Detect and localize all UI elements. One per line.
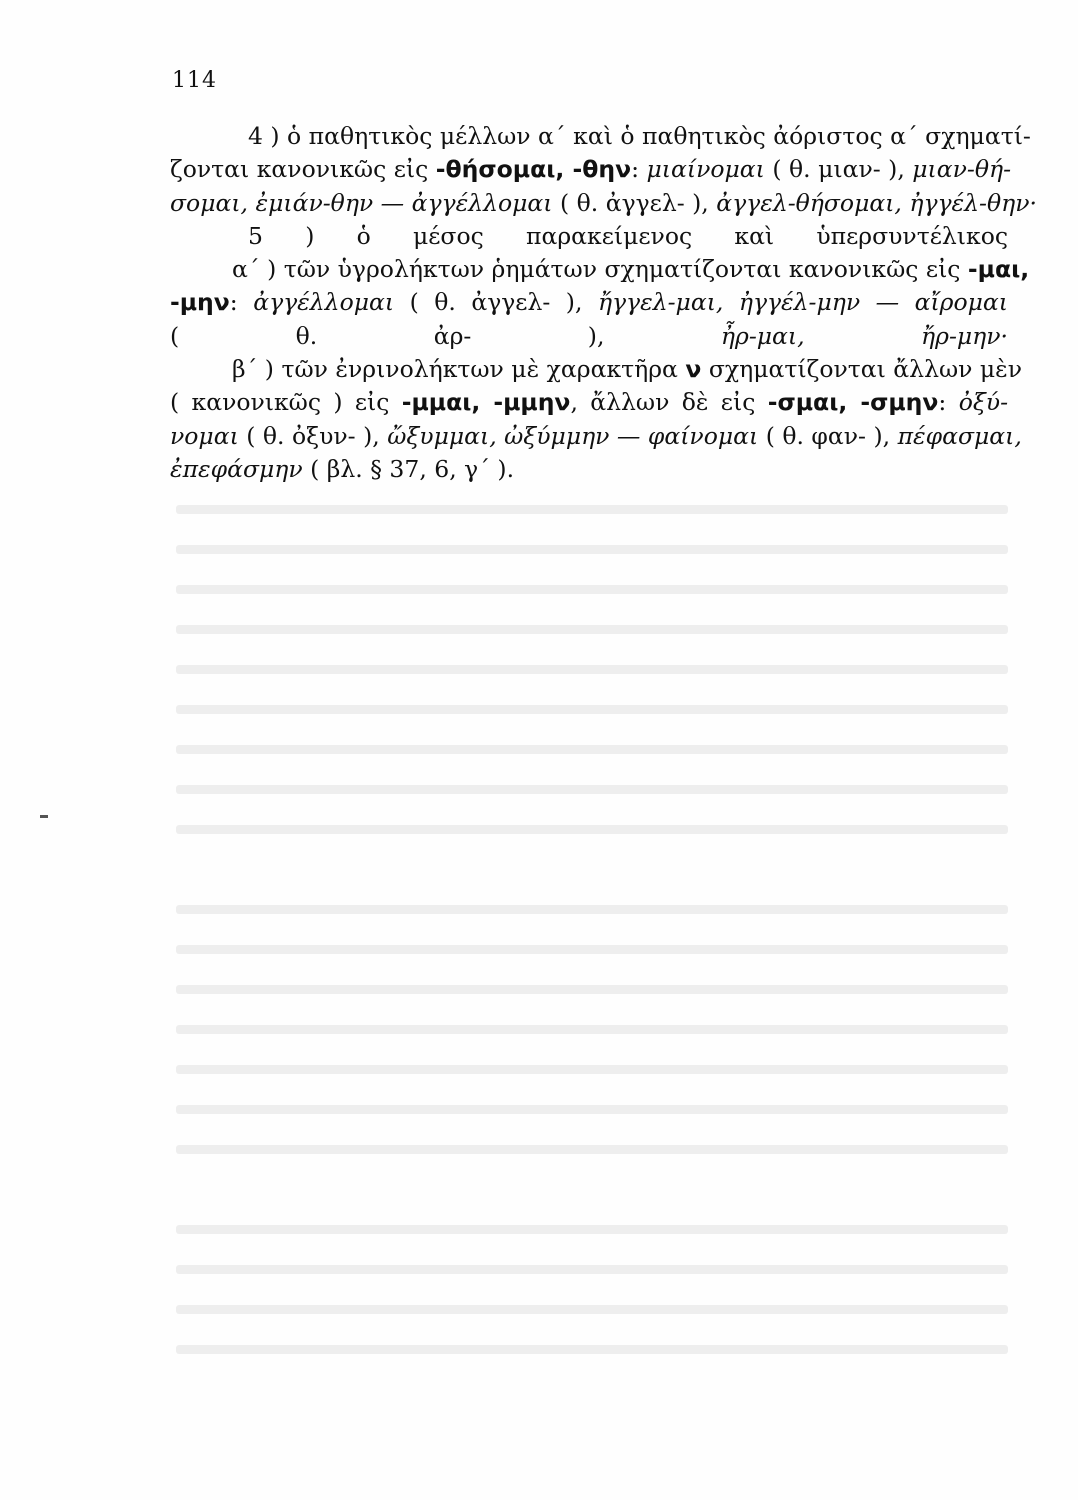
text-run: σχηματίζονται ἄλλων μὲν [701,355,1023,384]
page-number: 114 [172,68,217,93]
show-through-line [176,545,1008,554]
bold-ending: -θήσομαι, -θην [435,155,632,184]
text-line [170,187,1037,220]
show-through-line [176,1145,1008,1154]
italic-word: ὀξύ- [958,388,1009,417]
show-through-line [176,1345,1008,1354]
italic-word: μιαν-θή- [912,155,1012,184]
bold-ending: -μην [170,288,230,317]
text-run: β΄ ) τῶν ἐνρινολήκτων μὲ χαρακτῆρα [232,355,686,384]
show-through-line [176,985,1008,994]
show-through-line [176,585,1008,594]
show-through-line [176,905,1008,914]
text-run: , ἄλλων δὲ εἰς [570,388,768,417]
italic-word: πέφασμαι, [897,421,1022,450]
text-line [170,453,1008,486]
text-line [170,153,1012,186]
text-line [170,253,1030,286]
italic-word: ἤγγελ-μαι, ἠγγέλ-μην — αἴρομαι [597,288,1009,317]
show-through-line [176,705,1008,714]
show-through-line [176,1225,1008,1234]
text-run: ( θ. ἀρ- ), [170,321,721,350]
show-through-line [176,1065,1008,1074]
italic-word: ἀγγέλλομαι [253,288,395,317]
text-line [170,353,1023,386]
italic-word: ἦρ-μαι, ἤρ-μην· [720,321,1008,350]
text-line [170,120,1031,153]
show-through-line [176,945,1008,954]
text-run: ( θ. φαν- ), [758,421,898,450]
show-through-line [176,665,1008,674]
bold-ending: ν [685,355,702,384]
italic-word: ἀγγελ-θήσομαι, ἠγγέλ-θην· [716,188,1037,217]
text-run: ( θ. ἀγγελ- ), [552,188,717,217]
text-run: α΄ ) τῶν ὑγρολήκτων ῥημάτων σχηματίζονται κανονικῶς εἰς [232,255,968,284]
italic-word: νομαι [170,421,239,450]
text-line [170,220,1008,253]
show-through-line [176,625,1008,634]
show-through-line [176,1265,1008,1274]
show-through-line [176,825,1008,834]
bold-ending: -σμαι, -σμην [767,388,939,417]
italic-word: σομαι, ἐμιάν-θην — ἀγγέλλομαι [170,188,553,217]
bold-ending: -μμαι, -μμην [401,388,571,417]
show-through-line [176,1105,1008,1114]
show-through-line [176,1305,1008,1314]
text-run: : [938,388,959,417]
text-run: ( θ. μιαν- ), [764,155,913,184]
bold-ending: -μαι, [967,255,1030,284]
text-line [170,320,1008,353]
text-run: : [631,155,647,184]
text-line [170,420,1022,453]
main-text [170,120,1037,486]
show-through-line [176,505,1008,514]
text-line [170,286,1008,319]
text-run: ( βλ. § 37, 6, γ΄ ). [302,454,515,483]
show-through-line [176,745,1008,754]
italic-word: μιαίνομαι [646,155,765,184]
show-through-line [176,1025,1008,1034]
text-run: ( θ. ὀξυν- ), [238,421,388,450]
text-run: : [229,288,254,317]
italic-word: ὤξυμμαι, ὠξύμμην — φαίνομαι [387,421,759,450]
text-run: ζονται κανονικῶς εἰς [170,155,436,184]
text-run: 5 ) ὁ μέσος παρακείμενος καὶ ὑπερσυντέλικος [248,221,1008,250]
show-through-line [176,785,1008,794]
text-line [170,386,1008,419]
text-run: 4 ) ὁ παθητικὸς μέλλων α΄ καὶ ὁ παθητικὸς ἀόριστος α΄ σχηματί- [248,122,1031,150]
text-run: ( θ. ἀγγελ- ), [394,288,598,317]
italic-word: ἐπεφάσμην [170,454,303,483]
page-speck [40,815,48,818]
text-run: ( κανονικῶς ) εἰς [170,388,402,417]
